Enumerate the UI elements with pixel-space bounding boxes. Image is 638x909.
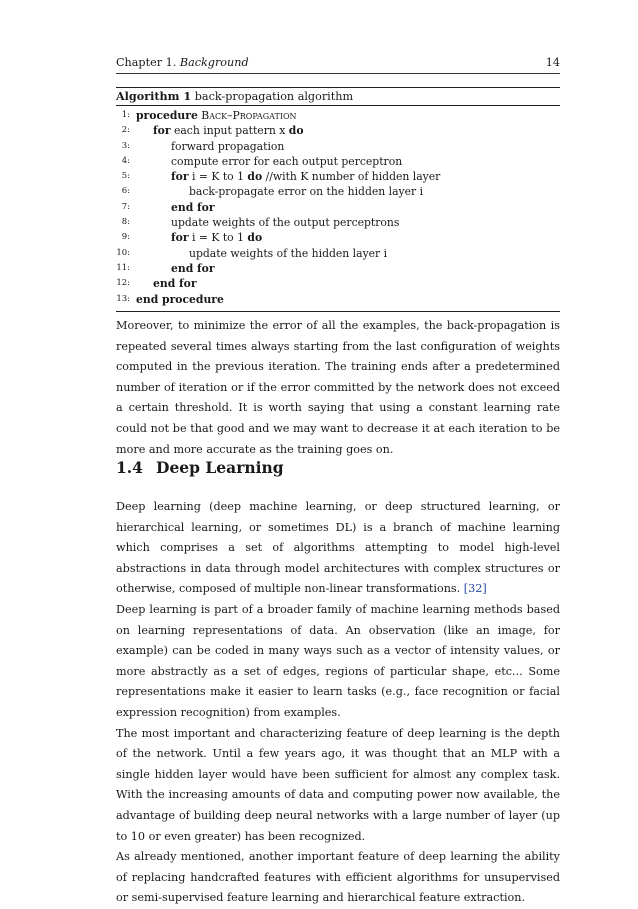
algorithm-line bbox=[116, 108, 560, 123]
keyword: end procedure bbox=[136, 292, 224, 306]
algorithm-line bbox=[116, 276, 560, 291]
paragraph-text: Deep learning (deep machine learning, or deep structured learning, or hierarchical learning, or sometimes DL) is a branch of machine learning which comprises a set of algorithms attempting to model high-level abstractions in data through model architectures with complex structures or otherwise, composed of multiple non-linear transformations. bbox=[116, 500, 560, 596]
algorithm-line bbox=[116, 215, 560, 230]
line-text: Back–Propagation bbox=[197, 109, 297, 122]
chapter-label: Chapter 1. bbox=[116, 56, 177, 69]
running-head bbox=[116, 56, 249, 69]
section-title: Deep Learning bbox=[156, 458, 284, 477]
line-number: 3: bbox=[121, 140, 130, 151]
line-text: i = K to 1 bbox=[188, 231, 248, 245]
line-comment: //with K number of hidden layer bbox=[262, 170, 441, 184]
paragraph-deep-learning-definition bbox=[116, 497, 560, 600]
line-number: 7: bbox=[121, 201, 130, 212]
line-text: compute error for each output perceptron bbox=[171, 154, 403, 168]
line-text: back-propagate error on the hidden layer i bbox=[189, 185, 424, 199]
paragraph-deep-learning bbox=[116, 497, 560, 909]
algorithm-line bbox=[116, 184, 560, 199]
line-code bbox=[171, 200, 215, 215]
line-number: 12: bbox=[116, 278, 130, 289]
page-header bbox=[116, 56, 560, 74]
line-number: 1: bbox=[121, 110, 130, 120]
keyword: do bbox=[288, 124, 304, 138]
line-code bbox=[136, 292, 224, 307]
paragraph-depth: The most important and characterizing feature of deep learning is the depth of the network. Until a few years ago, it was thought that an MLP with a single hidden layer would have been sufficient for almost any complex task. With the increasing amounts of data and computing power now available, the advantage of building deep neural networks with a large number of layer (up to 10 or even greater) has been recognized. bbox=[116, 726, 560, 843]
algorithm-line bbox=[116, 246, 560, 261]
keyword: procedure bbox=[136, 109, 198, 122]
keyword: end for bbox=[171, 200, 215, 214]
paragraph-text: Moreover, to minimize the error of all the examples, the back-propagation is repeated several times always starting from the last configuration of weights computed in the previous iteration. The training ends after a predetermined number of iteration or if the error committed by the network does not exceed a certain threshold. It is worth saying that using a constant learning rate could not be that good and we may want to decrease it at each iteration to be more and more accurate as the training goes on. bbox=[116, 319, 560, 456]
algorithm-line bbox=[116, 123, 560, 138]
algorithm-line bbox=[116, 154, 560, 169]
algorithm-line bbox=[116, 292, 560, 307]
paragraph-backprop-repeat bbox=[116, 316, 560, 460]
line-text: update weights of the hidden layer i bbox=[189, 246, 388, 260]
keyword: for bbox=[171, 231, 189, 245]
line-text: each input pattern x bbox=[170, 124, 289, 138]
algorithm-line bbox=[116, 169, 560, 184]
algorithm-lines bbox=[116, 106, 560, 311]
algorithm-line bbox=[116, 139, 560, 154]
header-rule bbox=[116, 73, 560, 74]
line-code bbox=[189, 184, 423, 199]
line-code bbox=[136, 108, 297, 123]
line-number: 11: bbox=[116, 262, 130, 273]
section-heading bbox=[116, 458, 284, 477]
algorithm-line bbox=[116, 261, 560, 276]
page-number: 14 bbox=[545, 56, 560, 69]
line-code bbox=[171, 154, 402, 169]
line-code bbox=[171, 139, 284, 154]
line-number: 6: bbox=[121, 186, 130, 197]
section-number: 1.4 bbox=[116, 458, 143, 477]
algorithm-line bbox=[116, 230, 560, 245]
algorithm-caption bbox=[116, 88, 560, 105]
algorithm-label: Algorithm 1 bbox=[116, 89, 192, 103]
line-text: update weights of the output perceptrons bbox=[171, 216, 400, 230]
keyword: for bbox=[171, 170, 189, 184]
line-number: 10: bbox=[116, 247, 130, 258]
line-number: 2: bbox=[121, 125, 130, 136]
paragraph-features: As already mentioned, another important feature of deep learning the ability of replacing handcrafted features with efficient algorithms for unsupervised or semi-supervised feature learning and hierarchical feature extraction. bbox=[116, 850, 560, 905]
line-code bbox=[153, 123, 304, 138]
line-number: 8: bbox=[121, 217, 130, 228]
citation-link[interactable]: [32] bbox=[463, 582, 487, 596]
line-number: 9: bbox=[121, 232, 130, 243]
line-number: 13: bbox=[116, 293, 130, 304]
chapter-title: Background bbox=[179, 56, 249, 69]
line-text: i = K to 1 bbox=[188, 170, 248, 184]
line-code bbox=[171, 261, 215, 276]
paragraph-representation: Deep learning is part of a broader family of machine learning methods based on learning representations of data. An observation (like an image, for example) can be coded in many ways such as a vector of intensity values, or more abstractly as a set of edges, regions of particular shape, etc... Some representations make it easier to learn tasks (e.g., face recognition or facial expression recognition) from examples. bbox=[116, 602, 560, 719]
algorithm-bottom-rule bbox=[116, 311, 560, 312]
keyword: end for bbox=[153, 277, 197, 291]
line-code bbox=[171, 230, 262, 245]
keyword: do bbox=[247, 231, 263, 245]
line-text: forward propagation bbox=[171, 139, 285, 153]
keyword: end for bbox=[171, 261, 215, 275]
algorithm-block bbox=[116, 87, 560, 312]
line-code bbox=[171, 215, 399, 230]
algorithm-caption-text: back-propagation algorithm bbox=[194, 90, 354, 103]
algorithm-line bbox=[116, 200, 560, 215]
line-number: 4: bbox=[121, 155, 130, 166]
line-code bbox=[171, 169, 440, 184]
keyword: do bbox=[247, 170, 263, 184]
line-number: 5: bbox=[121, 171, 130, 182]
line-code bbox=[189, 246, 387, 261]
keyword: for bbox=[153, 124, 171, 138]
line-code bbox=[153, 276, 197, 291]
